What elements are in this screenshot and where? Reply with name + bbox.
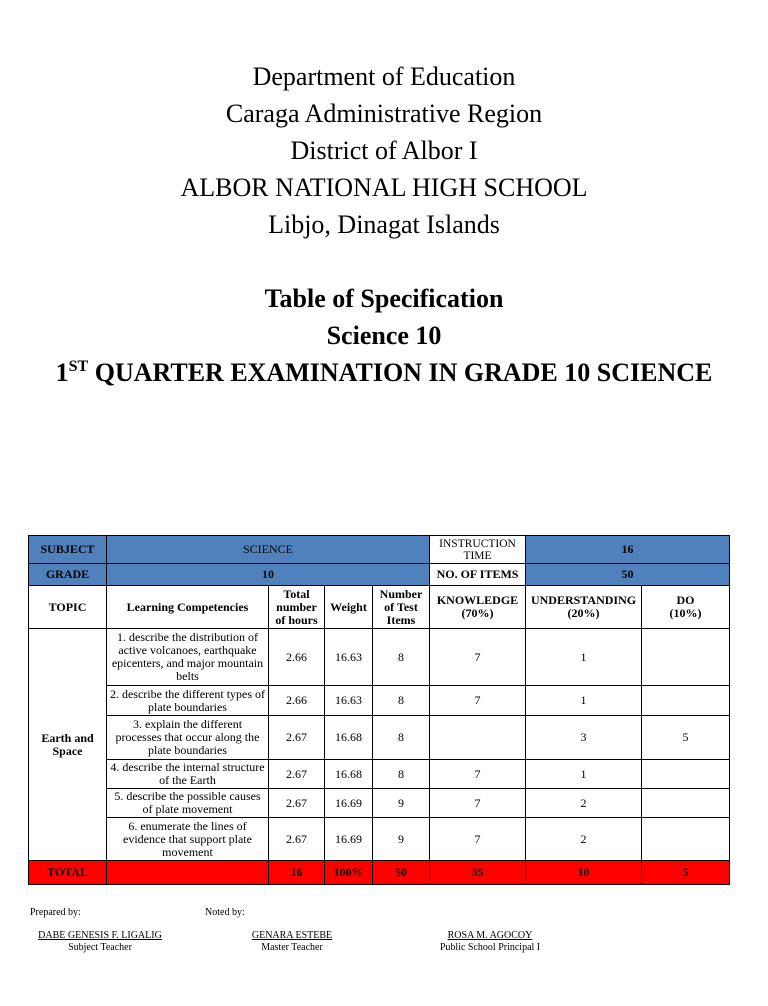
- specification-table: [28, 535, 730, 885]
- weight-cell: 16.63: [325, 686, 373, 716]
- total-items: 50: [373, 861, 430, 885]
- column-header-row: [29, 586, 730, 629]
- understanding-header-pct: (20%): [567, 606, 600, 620]
- knowledge-header: [430, 586, 526, 629]
- hours-cell: 2.66: [269, 686, 325, 716]
- do-header-pct: (10%): [669, 606, 702, 620]
- weight-cell: 16.68: [325, 716, 373, 760]
- items-cell: 8: [373, 716, 430, 760]
- noted-by-label: Noted by:: [205, 907, 245, 918]
- signatory-name: ROSA M. AGOCOY: [447, 930, 533, 941]
- signatory-name: DABE GENESIS F. LIGALIG: [38, 930, 162, 941]
- num-items-header: Number of Test Items: [373, 586, 430, 629]
- topic-cell: Earth and Space: [29, 629, 107, 861]
- total-weight: 100%: [325, 861, 373, 885]
- understanding-cell: 1: [526, 686, 642, 716]
- doc-title: Table of Specification: [264, 284, 504, 313]
- do-header-label: DO: [676, 593, 695, 607]
- signatory-principal: [425, 930, 555, 954]
- instruction-time-label: INSTRUCTION TIME: [430, 536, 526, 564]
- total-competencies-blank: [107, 861, 269, 885]
- prepared-by-label: Prepared by:: [30, 907, 81, 918]
- do-cell: [642, 760, 730, 789]
- topic-header: TOPIC: [29, 586, 107, 629]
- grade-row: [29, 564, 730, 586]
- school-address: Libjo, Dinagat Islands: [268, 210, 500, 239]
- exam-title-number: 1: [55, 358, 69, 387]
- signatory-title: Subject Teacher: [68, 942, 132, 953]
- signatory-name: GENARA ESTEBE: [251, 930, 333, 941]
- table-row: [29, 629, 730, 686]
- do-header: [642, 586, 730, 629]
- items-cell: 8: [373, 629, 430, 686]
- items-cell: 9: [373, 818, 430, 861]
- knowledge-cell: [430, 716, 526, 760]
- table-row: [29, 789, 730, 818]
- signatory-subject-teacher: [30, 930, 170, 954]
- document-letterhead: [0, 58, 768, 243]
- knowledge-header-label: KNOWLEDGE: [436, 593, 519, 607]
- competency-cell: 2. describe the different types of plate boundaries: [107, 686, 269, 716]
- subject-value: SCIENCE: [107, 536, 430, 564]
- understanding-cell: 2: [526, 789, 642, 818]
- do-cell: [642, 818, 730, 861]
- understanding-header-label: UNDERSTANDING: [530, 593, 637, 607]
- region-name: Caraga Administrative Region: [225, 99, 543, 128]
- competency-cell: 1. describe the distribution of active volcanoes, earthquake epicenters, and major mountain belts: [107, 629, 269, 686]
- number-of-items-value: 50: [526, 564, 730, 586]
- table-row: [29, 760, 730, 789]
- competency-cell: 6. enumerate the lines of evidence that support plate movement: [107, 818, 269, 861]
- hours-header: Total number of hours: [269, 586, 325, 629]
- understanding-cell: 3: [526, 716, 642, 760]
- items-cell: 9: [373, 789, 430, 818]
- knowledge-cell: 7: [430, 629, 526, 686]
- total-label: TOTAL: [29, 861, 107, 885]
- knowledge-cell: 7: [430, 789, 526, 818]
- number-of-items-label: NO. OF ITEMS: [430, 564, 526, 586]
- total-row: [29, 861, 730, 885]
- understanding-cell: 1: [526, 629, 642, 686]
- signatory-title: Public School Principal I: [439, 942, 541, 953]
- weight-cell: 16.69: [325, 789, 373, 818]
- table-row: [29, 686, 730, 716]
- total-do: 5: [642, 861, 730, 885]
- subject-row: [29, 536, 730, 564]
- exam-title-rest: QUARTER EXAMINATION IN GRADE 10 SCIENCE: [88, 358, 713, 387]
- grade-value: 10: [107, 564, 430, 586]
- knowledge-cell: 7: [430, 686, 526, 716]
- document-titles: [0, 280, 768, 391]
- grade-label: GRADE: [29, 564, 107, 586]
- total-understanding: 10: [526, 861, 642, 885]
- table-row: [29, 716, 730, 760]
- weight-header: Weight: [325, 586, 373, 629]
- table-row: [29, 818, 730, 861]
- hours-cell: 2.67: [269, 789, 325, 818]
- total-hours: 16: [269, 861, 325, 885]
- understanding-cell: 2: [526, 818, 642, 861]
- department-name: Department of Education: [252, 62, 516, 91]
- signatory-master-teacher: [232, 930, 352, 954]
- items-cell: 8: [373, 686, 430, 716]
- doc-subject: Science 10: [326, 321, 442, 350]
- hours-cell: 2.67: [269, 716, 325, 760]
- hours-cell: 2.67: [269, 818, 325, 861]
- do-cell: [642, 629, 730, 686]
- knowledge-cell: 7: [430, 818, 526, 861]
- district-name: District of Albor I: [290, 136, 478, 165]
- hours-cell: 2.67: [269, 760, 325, 789]
- competency-cell: 3. explain the different processes that occur along the plate boundaries: [107, 716, 269, 760]
- hours-cell: 2.66: [269, 629, 325, 686]
- knowledge-cell: 7: [430, 760, 526, 789]
- exam-title-superscript: ST: [68, 358, 89, 375]
- weight-cell: 16.69: [325, 818, 373, 861]
- understanding-cell: 1: [526, 760, 642, 789]
- items-cell: 8: [373, 760, 430, 789]
- competency-cell: 4. describe the internal structure of the Earth: [107, 760, 269, 789]
- doc-exam-title: [0, 354, 768, 391]
- weight-cell: 16.63: [325, 629, 373, 686]
- total-knowledge: 35: [430, 861, 526, 885]
- do-cell: 5: [642, 716, 730, 760]
- school-name: ALBOR NATIONAL HIGH SCHOOL: [180, 173, 588, 202]
- understanding-header: [526, 586, 642, 629]
- signatory-title: Master Teacher: [261, 942, 323, 953]
- do-cell: [642, 686, 730, 716]
- competencies-header: Learning Competencies: [107, 586, 269, 629]
- competency-cell: 5. describe the possible causes of plate movement: [107, 789, 269, 818]
- knowledge-header-pct: (70%): [461, 606, 494, 620]
- weight-cell: 16.68: [325, 760, 373, 789]
- instruction-time-value: 16: [526, 536, 730, 564]
- subject-label: SUBJECT: [29, 536, 107, 564]
- do-cell: [642, 789, 730, 818]
